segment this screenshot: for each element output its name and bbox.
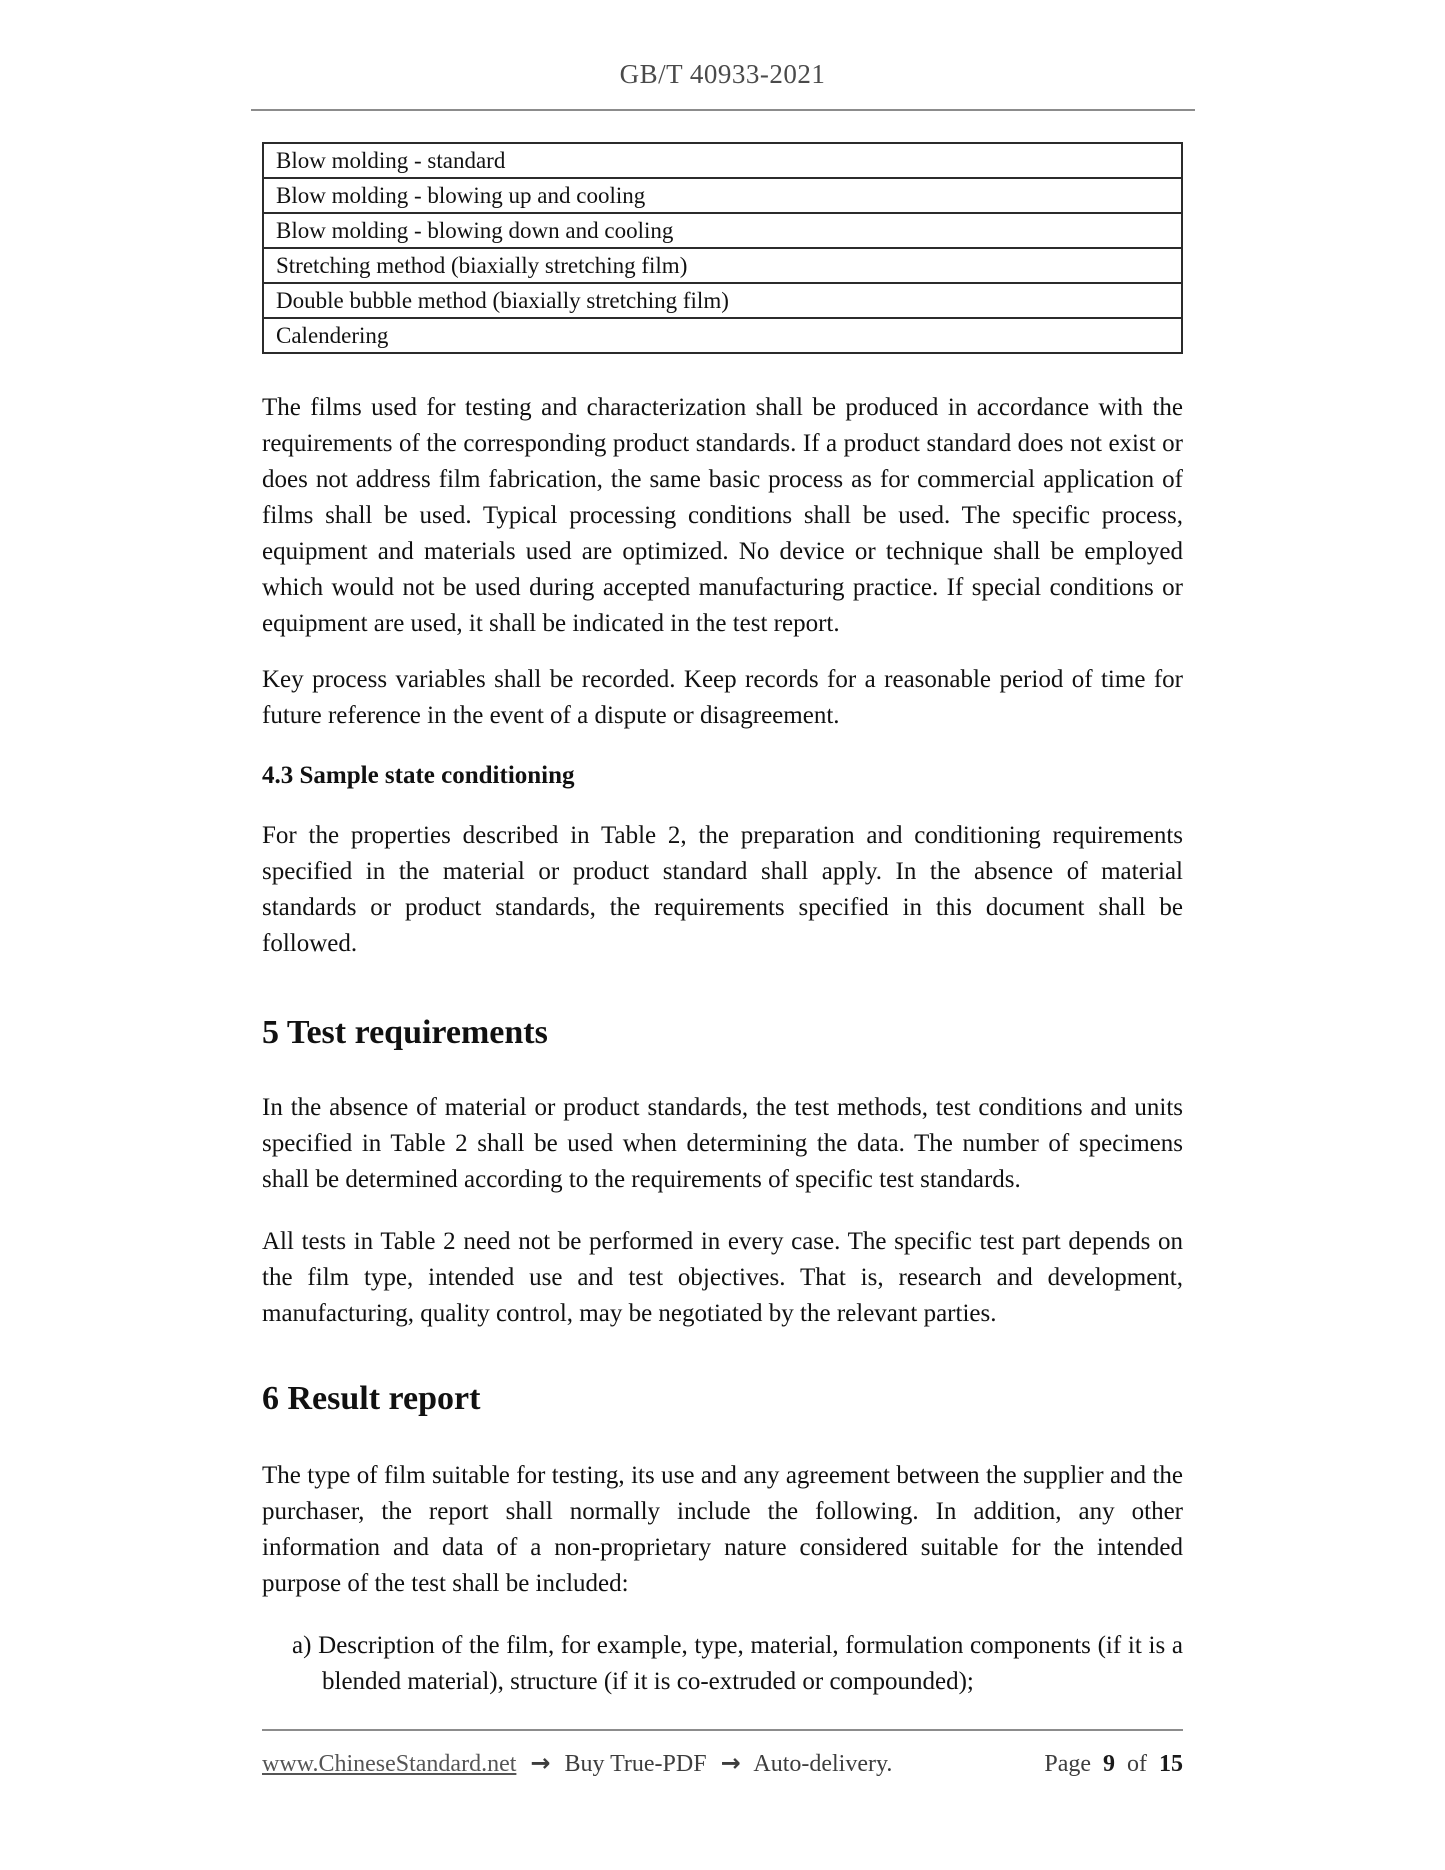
footer-buy-label: Buy True-PDF	[564, 1751, 707, 1777]
table-row: Blow molding - blowing down and cooling	[264, 212, 1181, 247]
table-row: Stretching method (biaxially stretching film)	[264, 247, 1181, 282]
paragraph-report-intro: The type of film suitable for testing, its use and any agreement between the supplier and the purchaser, the report shall normally include the following. In addition, any other information and data of a non-proprietary nature considered suitable for the intended purpose of the test shall be included:	[262, 1462, 1183, 1597]
section-heading-5: 5 Test requirements	[262, 1014, 548, 1051]
paragraph-process-variables: Key process variables shall be recorded. Keep records for a reasonable period of time for future reference in the event of a dispute or disagreement.	[262, 666, 1183, 729]
footer-delivery-label: Auto-delivery.	[753, 1751, 893, 1777]
page-header-title: GB/T 40933-2021	[619, 59, 826, 89]
table-row: Calendering	[264, 317, 1181, 352]
page-total: 15	[1159, 1751, 1183, 1777]
report-list-item-a: a) Description of the film, for example, type, material, formulation components (if it is a blended material), structure (if it is co-extruded or compounded);	[292, 1632, 1183, 1695]
paragraph-test-methods: In the absence of material or product standards, the test methods, test conditions and units specified in Table 2 shall be used when determining the data. The number of specimens shall be determined according to the requirements of specific test standards.	[262, 1094, 1183, 1193]
table-row: Double bubble method (biaxially stretching film)	[264, 282, 1181, 317]
paragraph-conditioning: For the properties described in Table 2, the preparation and conditioning requirements specified in the material or product standard shall apply. In the absence of material standards or product standards, the requirements specified in this document shall be followed.	[262, 822, 1183, 957]
page-current: 9	[1103, 1751, 1115, 1777]
section-heading-6: 6 Result report	[262, 1380, 481, 1417]
paragraph-all-tests: All tests in Table 2 need not be performed in every case. The specific test part depends on the film type, intended use and test objectives. That is, research and development, manufacturing, quality control, may be negotiated by the relevant parties.	[262, 1228, 1183, 1327]
footer-left-group	[262, 1749, 892, 1778]
header-rule	[251, 109, 1195, 111]
section-heading-4-3: 4.3 Sample state conditioning	[262, 762, 575, 789]
page-label: Page	[1044, 1751, 1091, 1777]
right-arrow-icon: →	[530, 1749, 551, 1777]
page-number	[1044, 1751, 1183, 1778]
table-row: Blow molding - blowing up and cooling	[264, 177, 1181, 212]
paragraph-film-production: The films used for testing and characterization shall be produced in accordance with the requirements of the corresponding product standards. If a product standard does not exist or does not address film fabrication, the same basic process as for commercial application of films shall be used. Typical processing conditions shall be used. The specific process, equipment and materials used are optimized. No device or technique shall be employed which would not be used during accepted manufacturing practice. If special conditions or equipment are used, it shall be indicated in the test report.	[262, 394, 1183, 637]
chinesestandard-link[interactable]: www.ChineseStandard.net	[262, 1751, 517, 1777]
content-column	[262, 142, 1183, 1700]
of-label: of	[1121, 1751, 1153, 1777]
table-row: Blow molding - standard	[276, 148, 506, 173]
film-process-table	[262, 142, 1183, 354]
right-arrow-icon: →	[720, 1749, 741, 1777]
page-footer	[262, 1729, 1183, 1778]
